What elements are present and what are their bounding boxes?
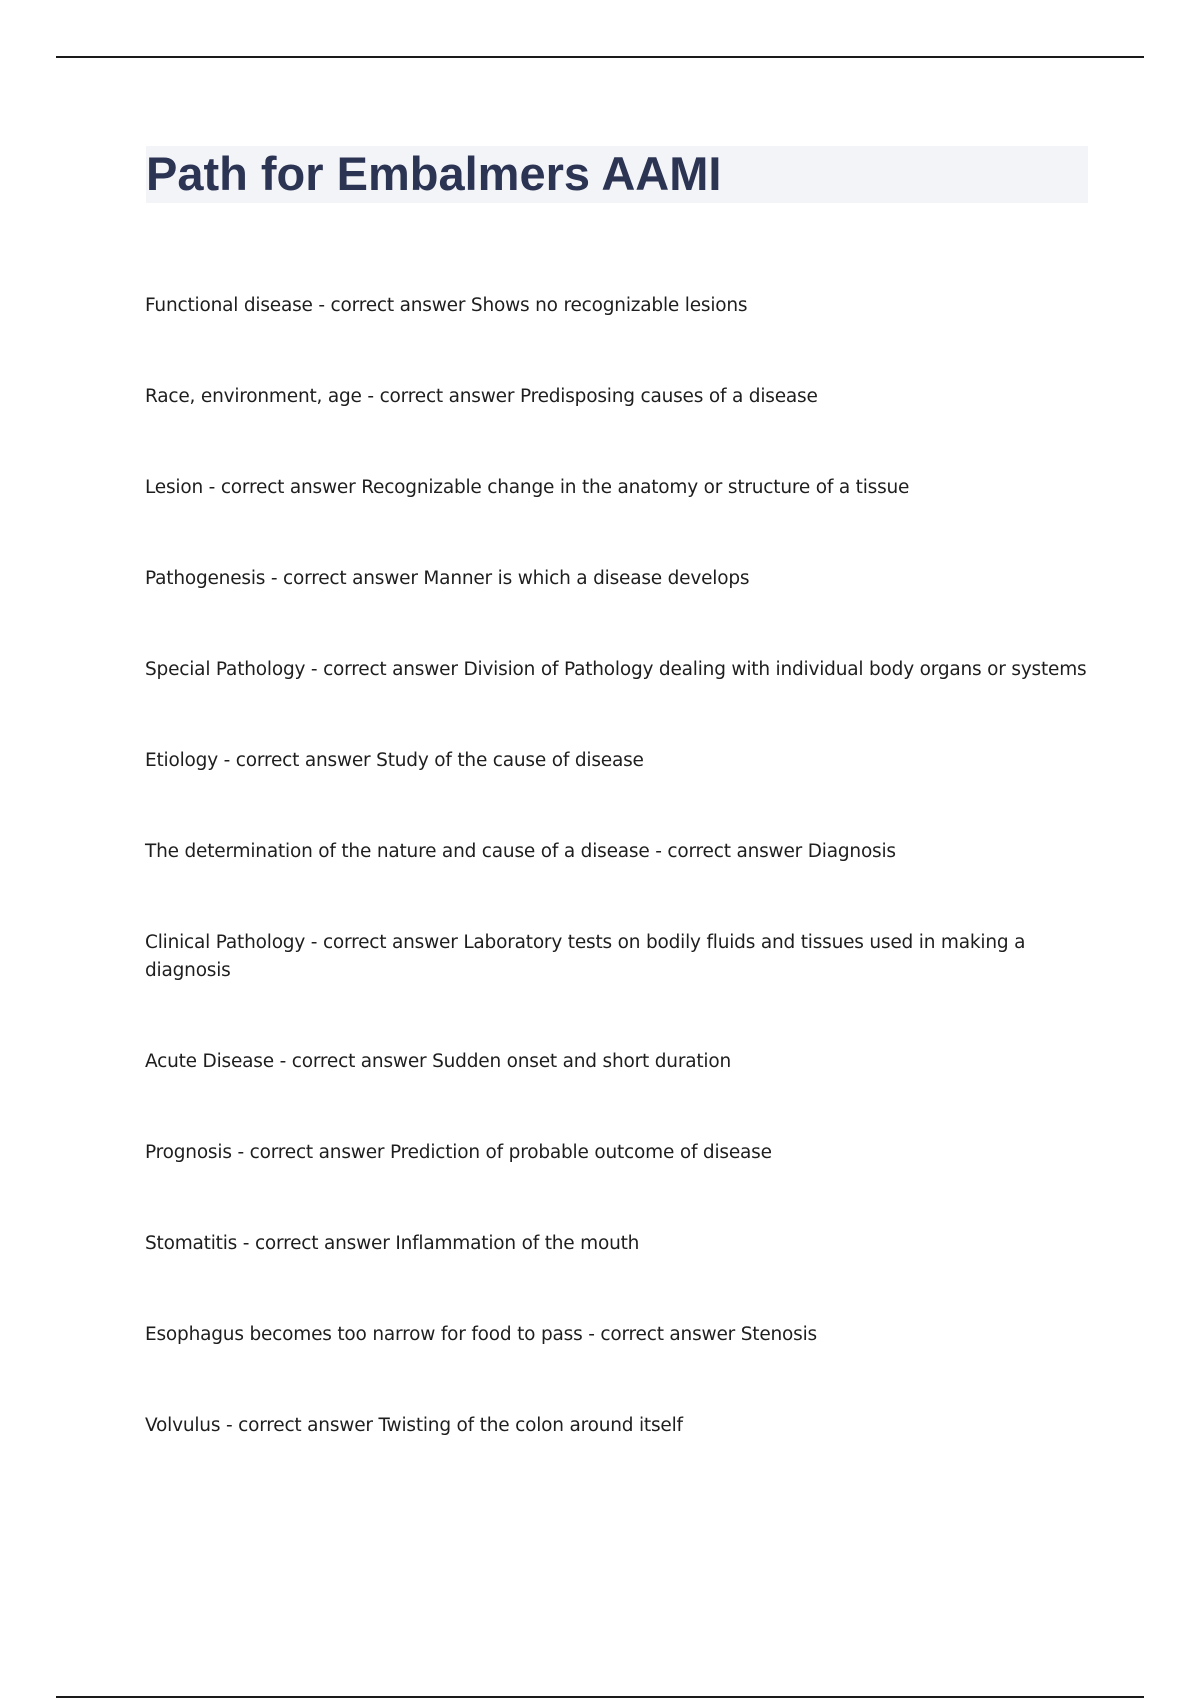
answer-text: Recognizable change in the anatomy or structure of a tissue — [361, 477, 910, 498]
separator-text: - correct answer — [305, 932, 464, 953]
qa-item — [145, 1230, 1095, 1258]
answer-text: Manner is which a disease develops — [423, 568, 750, 589]
answer-text: Predisposing causes of a disease — [519, 386, 818, 407]
question-text: Prognosis — [145, 1142, 232, 1163]
question-text: Special Pathology — [145, 659, 306, 680]
qa-item — [145, 929, 1095, 985]
question-text: Clinical Pathology — [145, 932, 306, 953]
answer-text: Laboratory tests on bodily fluids and tissues used in making a diagnosis — [145, 932, 1026, 981]
separator-text: - correct answer — [649, 841, 808, 862]
qa-item — [145, 1139, 1095, 1167]
answer-text: Twisting of the colon around itself — [378, 1415, 683, 1436]
separator-text: - correct answer — [217, 750, 377, 771]
qa-item — [145, 383, 1095, 411]
qa-item — [145, 1412, 1095, 1440]
answer-text: Division of Pathology dealing with individual body organs or systems — [463, 659, 1087, 680]
separator-text: - correct answer — [203, 477, 362, 498]
qa-list — [145, 292, 1095, 1503]
bottom-rule — [56, 1696, 1144, 1698]
question-text: Esophagus becomes too narrow for food to pass — [145, 1324, 583, 1345]
question-text: Pathogenesis — [145, 568, 266, 589]
separator-text: - correct answer — [237, 1233, 396, 1254]
answer-text: Stenosis — [740, 1324, 817, 1345]
qa-item — [145, 656, 1095, 684]
answer-text: Study of the cause of disease — [376, 750, 644, 771]
separator-text: - correct answer — [582, 1324, 741, 1345]
separator-text: - correct answer — [273, 1051, 433, 1072]
answer-text: Shows no recognizable lesions — [470, 295, 748, 316]
answer-text: Prediction of probable outcome of disease — [389, 1142, 772, 1163]
separator-text: - correct answer — [305, 659, 464, 680]
question-text: Functional disease — [145, 295, 313, 316]
qa-item — [145, 292, 1095, 320]
question-text: The determination of the nature and cause of a disease — [145, 841, 650, 862]
separator-text: - correct answer — [312, 295, 471, 316]
qa-item — [145, 1048, 1095, 1076]
answer-text: Sudden onset and short duration — [432, 1051, 732, 1072]
separator-text: - correct answer — [265, 568, 424, 589]
question-text: Etiology — [145, 750, 218, 771]
question-text: Acute Disease — [145, 1051, 274, 1072]
separator-text: - correct answer — [220, 1415, 379, 1436]
qa-item — [145, 1321, 1095, 1349]
question-text: Lesion — [145, 477, 203, 498]
page-title: Path for Embalmers AAMI — [146, 147, 722, 200]
answer-text: Inflammation of the mouth — [395, 1233, 640, 1254]
question-text: Stomatitis — [145, 1233, 238, 1254]
qa-item — [145, 565, 1095, 593]
qa-item — [145, 838, 1095, 866]
question-text: Race, environment, age — [145, 386, 362, 407]
qa-item — [145, 747, 1095, 775]
separator-text: - correct answer — [361, 386, 520, 407]
top-rule — [56, 56, 1144, 58]
question-text: Volvulus — [145, 1415, 221, 1436]
separator-text: - correct answer — [231, 1142, 390, 1163]
answer-text: Diagnosis — [807, 841, 896, 862]
qa-item — [145, 474, 1095, 502]
